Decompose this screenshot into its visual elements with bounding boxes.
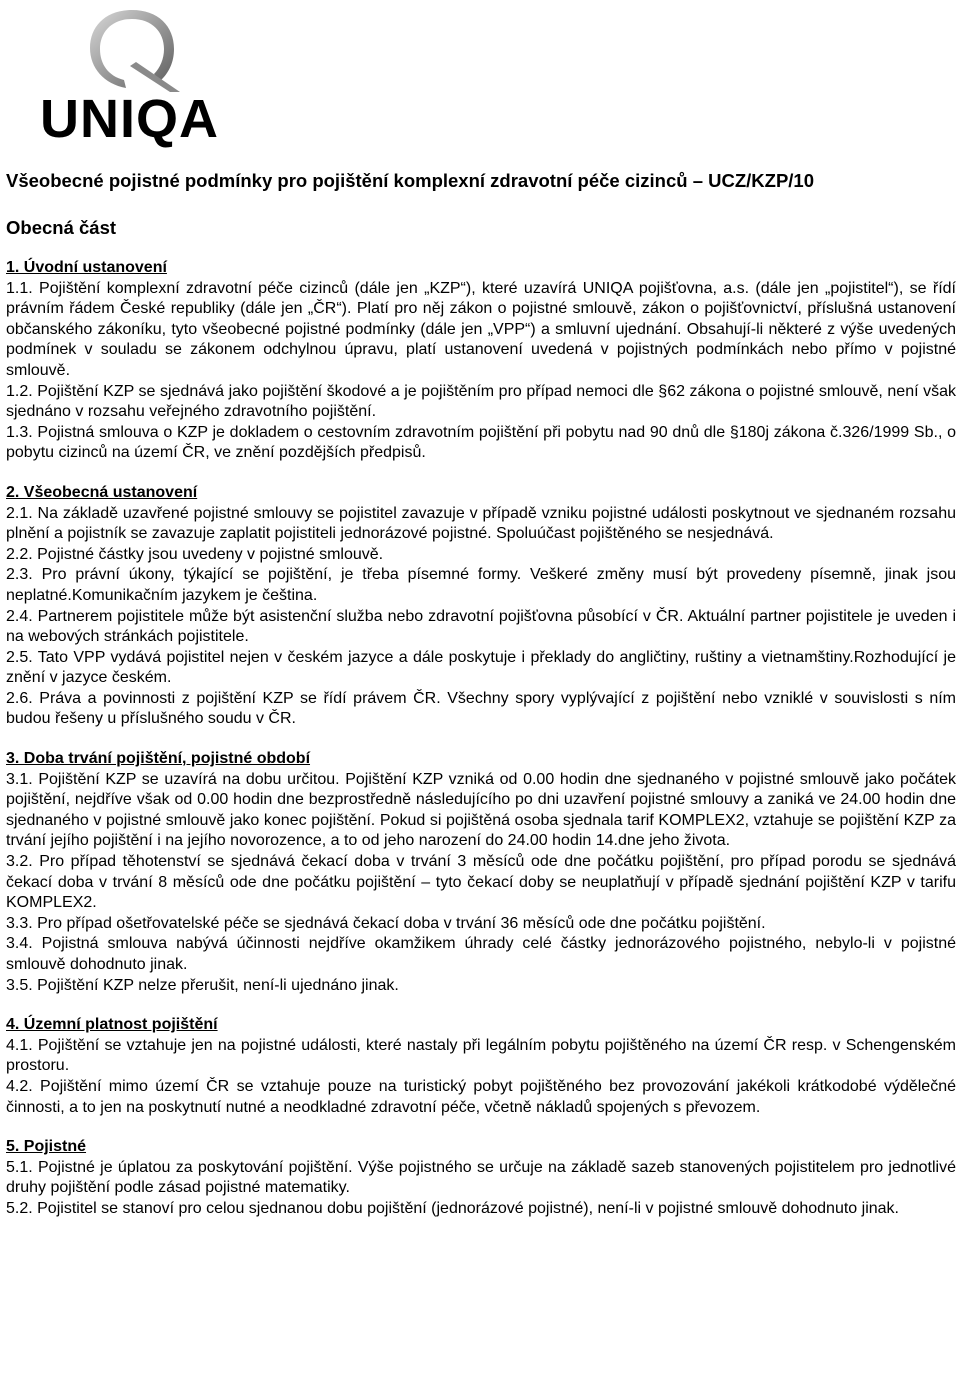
paragraph: 3.3. Pro případ ošetřovatelské péče se sjednává čekací doba v trvání 36 měsíců ode dne počátku pojištění. [6,914,766,932]
section-2 [6,483,956,730]
section-heading: 4. Územní platnost pojištění [6,1016,218,1034]
uniqa-q-arc-logo-icon [40,4,225,94]
paragraph: 5.2. Pojistitel se stanoví pro celou sjednanou dobu pojištění (jednorázové pojistné), není-li v pojistné smlouvě dohodnuto jinak. [6,1199,899,1217]
paragraph: 1.1. Pojištění komplexní zdravotní péče cizinců (dále jen „KZP“), které uzavírá UNIQA pojišťovna, a.s. (dále jen „pojistitel“), se řídí právním řádem České republiky (dále jen „ČR“). Platí pro něj zákon o pojistné smlouvě, zákon o pojišťovnictví, příslušná ustanovení občanského zákoníku, tyto všeobecné pojistné podmínky (dále jen „VPP“) a smluvní ujednání. Obsahují-li některé z výše uvedených podmínek v souladu se zákonem odchylnou úpravu, platí ustanovení uvedená v pojistných podmínkách nebo přímo v pojistné smlouvě. [6,279,956,379]
section-heading: 3. Doba trvání pojištění, pojistné období [6,750,311,768]
paragraph: 4.1. Pojištění se vztahuje jen na pojistné události, které nastaly při legálním pobytu pojištěného na území ČR resp. v Schengenském prostoru. [6,1036,956,1075]
part-title: Obecná část [6,217,117,238]
paragraph: 5.1. Pojistné je úplatou za poskytování pojištění. Výše pojistného se určuje na základě sazeb stanovených pojistitelem pro jednotlivé druhy pojištění podle zásad pojistné matematiky. [6,1158,956,1197]
company-logo [40,4,225,149]
section-heading: 5. Pojistné [6,1138,87,1156]
paragraph: 2.3. Pro právní úkony, týkající se pojištění, je třeba písemné formy. Veškeré změny musí být provedeny písemně, jinak jsou neplatné.Komunikačním jazykem je čeština. [6,566,956,604]
paragraph: 2.1. Na základě uzavřené pojistné smlouvy se pojistitel zavazuje v případě vzniku pojistné události poskytnout ve sjednaném rozsahu plnění a pojistník se zavazuje zaplatit pojistiteli jednorázové pojistné. Spoluúčast pojištěného se nesjednává. [6,504,956,543]
paragraph: 2.2. Pojistné částky jsou uvedeny v pojistné smlouvě. [6,545,384,563]
section-5 [6,1137,956,1219]
document-title: Všeobecné pojistné podmínky pro pojištění komplexní zdravotní péče cizinců – UCZ/KZP/10 [6,170,815,191]
document-body [6,169,956,1239]
paragraph: 2.4. Partnerem pojistitele může být asistenční služba nebo zdravotní pojišťovna působící v ČR. Aktuální partner pojistitele je uveden i na webových stránkách pojistitele. [6,607,956,646]
paragraph: 2.6. Práva a povinnosti z pojištění KZP se řídí právem ČR. Všechny spory vyplývající z pojištění nebo vzniklé v souvislosti s ním budou řešeny u příslušného soudu v ČR. [6,689,956,728]
section-4 [6,1015,956,1118]
paragraph: 3.2. Pro případ těhotenství se sjednává čekací doba v trvání 3 měsíců ode dne počátku pojištění, pro případ porodu se sjednává čekací doba v trvání 8 měsíců ode dne počátku pojištění – tyto čekací doby se neuplatňují v případě sjednání pojištění KZP v tarifu KOMPLEX2. [6,853,956,912]
section-3 [6,749,956,996]
paragraph: 1.3. Pojistná smlouva o KZP je dokladem o cestovním zdravotním pojištění při pobytu nad 90 dnů dle §180j zákona č.326/1999 Sb., o pobytu cizinců na území ČR, ve znění pozdějších předpisů. [6,423,956,462]
paragraph: 3.1. Pojištění KZP se uzavírá na dobu určitou. Pojištění KZP vzniká od 0.00 hodin dne sjednaného v pojistné smlouvě jako počátek pojištění, nejdříve však od 0.00 hodin dne bezprostředně následujícího po dni uzavření pojistné smlouvy a zaniká ve 24.00 hodin dne sjednaného v pojistné smlouvě jako konec pojištění. Pokud si pojištěná osoba sjednala tarif KOMPLEX2, vztahuje se pojištění KZP za trvání jejího pojištění i na jejího novorozence, a to od jeho narození do 24.00 hodin 14.dne jeho života. [6,770,956,850]
paragraph: 3.5. Pojištění KZP nelze přerušit, není-li ujednáno jinak. [6,976,399,994]
paragraph: 2.5. Tato VPP vydává pojistitel nejen v českém jazyce a dále poskytuje i překlady do angličtiny, ruštiny a vietnamštiny.Rozhodující je znění v jazyce českém. [6,648,956,687]
logo-wordmark: UNIQA [40,89,219,149]
paragraph: 3.4. Pojistná smlouva nabývá účinnosti nejdříve okamžikem úhrady celé částky jednorázového pojistného, nebylo-li v pojistné smlouvě dohodnuto jinak. [6,935,956,973]
section-heading: 2. Všeobecná ustanovení [6,483,198,501]
paragraph: 1.2. Pojištění KZP se sjednává jako pojištění škodové a je pojištěním pro případ nemoci dle §62 zákona o pojistné smlouvě, není však sjednáno v rozsahu veřejného zdravotního pojištění. [6,382,956,421]
section-1 [6,258,956,464]
paragraph: 4.2. Pojištění mimo území ČR se vztahuje pouze na turistický pobyt pojištěného bez provozování jakékoli krátkodobé výdělečné činnosti, a to jen na poskytnutí nutné a neodkladné zdravotní péče, včetně nákladů spojených s převozem. [6,1077,956,1116]
section-heading: 1. Úvodní ustanovení [6,259,167,276]
